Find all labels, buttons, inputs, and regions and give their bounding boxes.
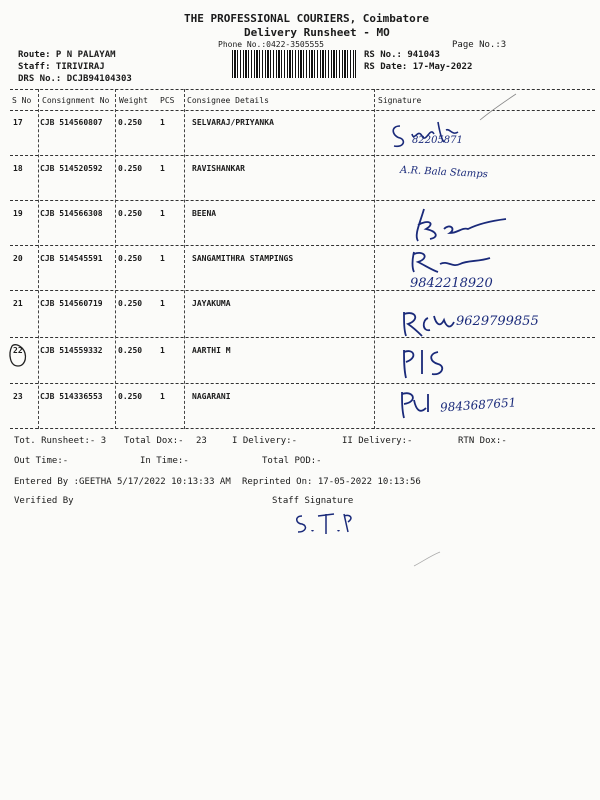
total-dox-label: Total Dox:- [124, 436, 184, 446]
row-divider [10, 200, 595, 201]
document-title: Delivery Runsheet - MO [244, 26, 390, 39]
handwritten-signature [408, 248, 518, 278]
row-consignee: SELVARAJ/PRIYANKA [192, 118, 274, 127]
row-weight: 0.250 [118, 118, 143, 127]
row-consignment: CJB 514559332 [40, 346, 103, 355]
reprinted-on: Reprinted On: 17-05-2022 10:13:56 [242, 477, 421, 487]
handwritten-signature [398, 344, 458, 384]
row-pcs: 1 [160, 209, 165, 218]
row-pcs: 1 [160, 299, 165, 308]
row-consignee: BEENA [192, 209, 217, 218]
header-weight: Weight [119, 96, 148, 105]
header-pcs: PCS [160, 96, 175, 105]
scan-mark [412, 548, 442, 572]
out-time: Out Time:- [14, 456, 69, 466]
total-runsheet: Tot. Runsheet:- 3 [14, 436, 107, 446]
row-pcs: 1 [160, 346, 165, 355]
scan-mark [478, 92, 518, 126]
column-divider [184, 89, 185, 429]
row-sno: 23 [13, 392, 23, 401]
row-consignment: CJB 514560807 [40, 118, 103, 127]
table-top-rule [10, 89, 595, 90]
handwritten-phone: 9842218920 [410, 276, 493, 291]
handwritten-signature [396, 388, 436, 424]
page-number: Page No.:3 [452, 40, 507, 50]
barcode [232, 50, 356, 78]
total-dox-value: 23 [196, 436, 207, 446]
column-divider [115, 89, 116, 429]
drs-number: DRS No.: DCJB94104303 [18, 74, 132, 84]
row-sno: 21 [13, 299, 23, 308]
handwritten-signature [410, 205, 520, 249]
row-sno: 19 [13, 209, 23, 218]
row-sno: 22 [13, 346, 23, 355]
row-consignee: AARTHI M [192, 346, 231, 355]
row-weight: 0.250 [118, 164, 143, 173]
handwritten-note: A.R. Bala Stamps [399, 164, 489, 181]
row-sno: 20 [13, 254, 23, 263]
rs-date: RS Date: 17-May-2022 [364, 62, 473, 72]
row-pcs: 1 [160, 392, 165, 401]
ii-delivery: II Delivery:- [342, 436, 413, 446]
staff: Staff: TIRIVIRAJ [18, 62, 105, 72]
column-divider [374, 89, 375, 429]
rtn-dox: RTN Dox:- [458, 436, 507, 446]
verified-by: Verified By [14, 496, 74, 506]
rs-number: RS No.: 941043 [364, 50, 440, 60]
row-pcs: 1 [160, 254, 165, 263]
row-sno: 18 [13, 164, 23, 173]
row-consignment: CJB 514566308 [40, 209, 103, 218]
staff-signature-label: Staff Signature [272, 496, 354, 506]
company-name: THE PROFESSIONAL COURIERS, Coimbatore [184, 12, 430, 25]
row-consignee: RAVISHANKAR [192, 164, 245, 173]
total-pod: Total POD:- [262, 456, 322, 466]
table-bottom-rule [10, 428, 595, 429]
header-consignment: Consignment No [42, 96, 110, 105]
i-delivery: I Delivery:- [232, 436, 298, 446]
header-consignee: Consignee Details [187, 96, 269, 105]
row-consignment: CJB 514520592 [40, 164, 103, 173]
handwritten-phone: 82205871 [412, 135, 463, 146]
row-consignee: JAYAKUMA [192, 299, 231, 308]
row-divider [10, 337, 595, 338]
row-divider [10, 290, 595, 291]
row-consignment: CJB 514336553 [40, 392, 103, 401]
handwritten-circle-mark [6, 340, 32, 374]
row-consignee: NAGARANI [192, 392, 231, 401]
row-weight: 0.250 [118, 346, 143, 355]
row-weight: 0.250 [118, 254, 143, 263]
in-time: In Time:- [140, 456, 189, 466]
row-divider [10, 383, 595, 384]
row-sno: 17 [13, 118, 23, 127]
route: Route: P N PALAYAM [18, 50, 116, 60]
handwritten-signature [292, 506, 362, 540]
handwritten-phone: 9629799855 [456, 314, 539, 329]
phone-number: Phone No.:0422-3505555 [218, 40, 324, 49]
row-weight: 0.250 [118, 299, 143, 308]
handwritten-signature [400, 308, 460, 342]
header-sno: S No [12, 96, 32, 105]
row-consignee: SANGAMITHRA STAMPINGS [192, 254, 294, 263]
header-signature: Signature [378, 96, 422, 105]
row-pcs: 1 [160, 164, 165, 173]
handwritten-phone: 9843687651 [439, 395, 517, 415]
row-consignment: CJB 514560719 [40, 299, 103, 308]
row-weight: 0.250 [118, 209, 143, 218]
row-weight: 0.250 [118, 392, 143, 401]
column-divider [38, 89, 39, 429]
row-consignment: CJB 514545591 [40, 254, 103, 263]
entered-by: Entered By :GEETHA 5/17/2022 10:13:33 AM [14, 477, 231, 487]
row-pcs: 1 [160, 118, 165, 127]
